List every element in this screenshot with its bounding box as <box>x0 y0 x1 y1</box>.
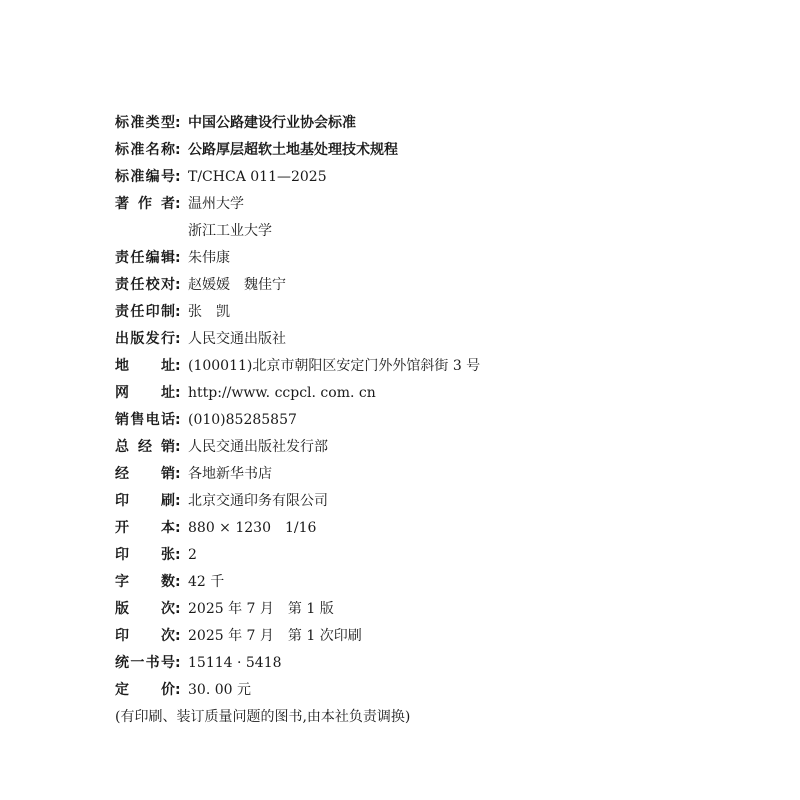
record-value: 人民交通出版社 <box>188 331 286 347</box>
record-colon: : <box>175 412 181 428</box>
record-value: 北京交通印务有限公司 <box>188 493 328 509</box>
record-value: 张 凯 <box>188 304 230 320</box>
record-row <box>115 650 775 677</box>
record-row <box>115 110 775 137</box>
record-colon: : <box>175 196 181 212</box>
record-colon: : <box>175 628 181 644</box>
record-label: 定价 <box>115 682 175 698</box>
record-colon: : <box>175 250 181 266</box>
record-colon: : <box>175 142 181 158</box>
record-label: 销售电话 <box>115 412 175 428</box>
record-label: 网址 <box>115 385 175 401</box>
record-label: 标准编号 <box>115 169 175 185</box>
record-colon: : <box>175 466 181 482</box>
record-label: 字数 <box>115 574 175 590</box>
record-label: 责任编辑 <box>115 250 175 266</box>
record-label: 印次 <box>115 628 175 644</box>
record-label: 统一书号 <box>115 655 175 671</box>
record-colon: : <box>175 574 181 590</box>
record-colon: : <box>175 331 181 347</box>
record-row <box>115 542 775 569</box>
record-value: 朱伟康 <box>188 250 230 266</box>
record-colon: : <box>175 601 181 617</box>
record-row <box>115 299 775 326</box>
record-row <box>115 515 775 542</box>
record-row <box>115 218 775 245</box>
record-row <box>115 596 775 623</box>
record-row <box>115 353 775 380</box>
record-row <box>115 272 775 299</box>
record-value: (100011)北京市朝阳区安定门外外馆斜街 3 号 <box>188 358 481 374</box>
record-colon: : <box>175 277 181 293</box>
record-colon: : <box>175 655 181 671</box>
record-row <box>115 569 775 596</box>
record-row <box>115 164 775 191</box>
record-label: 总经销 <box>115 439 175 455</box>
record-value: http://www. ccpcl. com. cn <box>188 385 376 401</box>
record-label: 著作者 <box>115 196 175 212</box>
record-value: 公路厚层超软土地基处理技术规程 <box>188 142 398 158</box>
record-value: 人民交通出版社发行部 <box>188 439 328 455</box>
record-colon: : <box>175 358 181 374</box>
record-value: 2 <box>188 547 197 563</box>
record-label: 标准类型 <box>115 115 175 131</box>
record-value: 2025 年 7 月 第 1 次印刷 <box>188 628 362 644</box>
record-label: 开本 <box>115 520 175 536</box>
record-colon: : <box>175 547 181 563</box>
record-value: 温州大学 <box>188 196 244 212</box>
record-value: 42 千 <box>188 574 225 590</box>
record-row <box>115 245 775 272</box>
record-colon: : <box>175 682 181 698</box>
record-label: 版次 <box>115 601 175 617</box>
record-value: 2025 年 7 月 第 1 版 <box>188 601 334 617</box>
record-value: 浙江工业大学 <box>188 223 272 239</box>
record-value: 各地新华书店 <box>188 466 272 482</box>
record-value: 中国公路建设行业协会标准 <box>188 115 356 131</box>
record-row <box>115 326 775 353</box>
record-label: 印刷 <box>115 493 175 509</box>
record-label: 出版发行 <box>115 331 175 347</box>
record-colon: : <box>175 385 181 401</box>
record-value: 15114 · 5418 <box>188 655 282 671</box>
record-colon: : <box>175 520 181 536</box>
record-row <box>115 623 775 650</box>
record-row <box>115 677 775 704</box>
record-colon: : <box>175 493 181 509</box>
record-row <box>115 461 775 488</box>
record-row <box>115 380 775 407</box>
record-value: 30. 00 元 <box>188 682 251 698</box>
record-value: 880 × 1230 1/16 <box>188 520 317 536</box>
publication-record-list <box>115 110 775 731</box>
record-colon: : <box>175 169 181 185</box>
record-value: (010)85285857 <box>188 412 297 428</box>
record-colon: : <box>175 115 181 131</box>
record-value: T/CHCA 011—2025 <box>188 169 327 185</box>
record-label: 标准名称 <box>115 142 175 158</box>
record-colon: : <box>175 439 181 455</box>
record-label: 地址 <box>115 358 175 374</box>
record-row <box>115 191 775 218</box>
record-label: 责任印制 <box>115 304 175 320</box>
record-value: 赵媛媛 魏佳宁 <box>188 277 286 293</box>
record-row <box>115 488 775 515</box>
quality-notice-footnote: (有印刷、装订质量问题的图书,由本社负责调换) <box>115 709 411 725</box>
record-label: 经销 <box>115 466 175 482</box>
record-label: 责任校对 <box>115 277 175 293</box>
record-colon: : <box>175 304 181 320</box>
record-row <box>115 407 775 434</box>
record-row <box>115 137 775 164</box>
record-row <box>115 434 775 461</box>
record-label: 印张 <box>115 547 175 563</box>
